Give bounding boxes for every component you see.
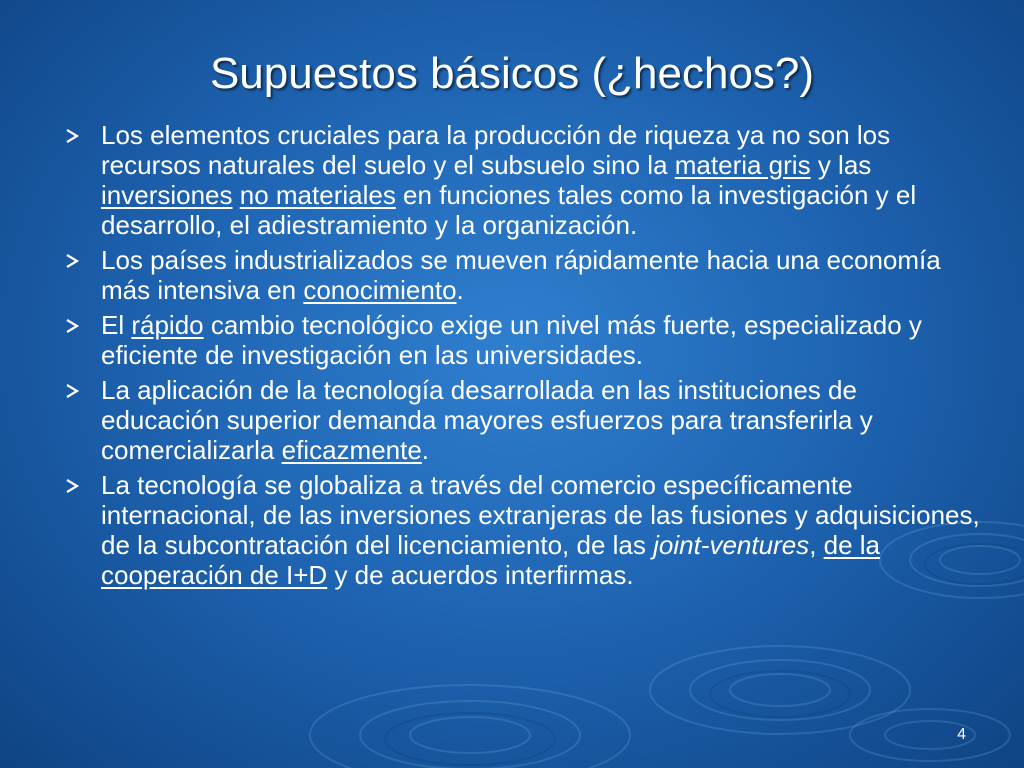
arrow-bullet-icon <box>64 253 80 269</box>
bullet-text: La aplicación de la tecnología desarrollada en las instituciones de educación superior demanda mayores esfuerzos para transferirla y comercializarla <box>101 375 873 465</box>
bullet-item <box>60 470 980 590</box>
slide-title: Supuestos básicos (¿hechos?) <box>209 49 815 98</box>
page-number: 4 <box>957 726 966 743</box>
bullet-text: Los países industrializados se mueven rápidamente hacia una economía más intensiva en <box>101 245 941 305</box>
italic-term: joint-ventures <box>653 530 810 560</box>
arrow-bullet-icon <box>64 318 80 334</box>
bullet-text: Los elementos cruciales para la producción de riqueza ya no son los recursos naturales del suelo y el subsuelo sino la <box>101 120 891 180</box>
bullet-text: cambio tecnológico exige un nivel más fuerte, especializado y eficiente de investigación en las universidades. <box>101 310 922 370</box>
arrow-bullet-icon <box>64 478 80 494</box>
bullet-list <box>60 120 980 595</box>
bullet-item <box>60 120 980 240</box>
bullet-text: La tecnología se globaliza a través del comercio específicamente internacional, de las inversiones extranjeras de las fusiones y adquisiciones, de la subcontratación del licenciamiento, de las <box>101 470 980 560</box>
underlined-term: materia gris <box>674 150 811 180</box>
bullet-item <box>60 375 980 465</box>
bullet-item <box>60 245 980 305</box>
bullet-text: en funciones tales como la investigación y el desarrollo, el adiestramiento y la organización. <box>101 180 917 240</box>
underlined-term: conocimiento <box>303 275 457 305</box>
underlined-term: eficazmente <box>281 435 422 465</box>
bullet-text: y las <box>810 150 872 180</box>
underlined-term: inversiones <box>101 180 233 210</box>
underlined-term: rápido <box>131 310 204 340</box>
underlined-term: no materiales <box>239 180 396 210</box>
arrow-bullet-icon <box>64 128 80 144</box>
bullet-text: y de acuerdos interfirmas. <box>327 560 634 590</box>
bullet-text <box>233 180 240 210</box>
bullet-text: , <box>809 530 824 560</box>
bullet-text: . <box>421 435 430 465</box>
underlined-term: de la cooperación de I+D <box>101 530 881 590</box>
bullet-text: El <box>101 310 132 340</box>
arrow-bullet-icon <box>64 383 80 399</box>
bullet-text: . <box>456 275 464 305</box>
bullet-item <box>60 310 980 370</box>
